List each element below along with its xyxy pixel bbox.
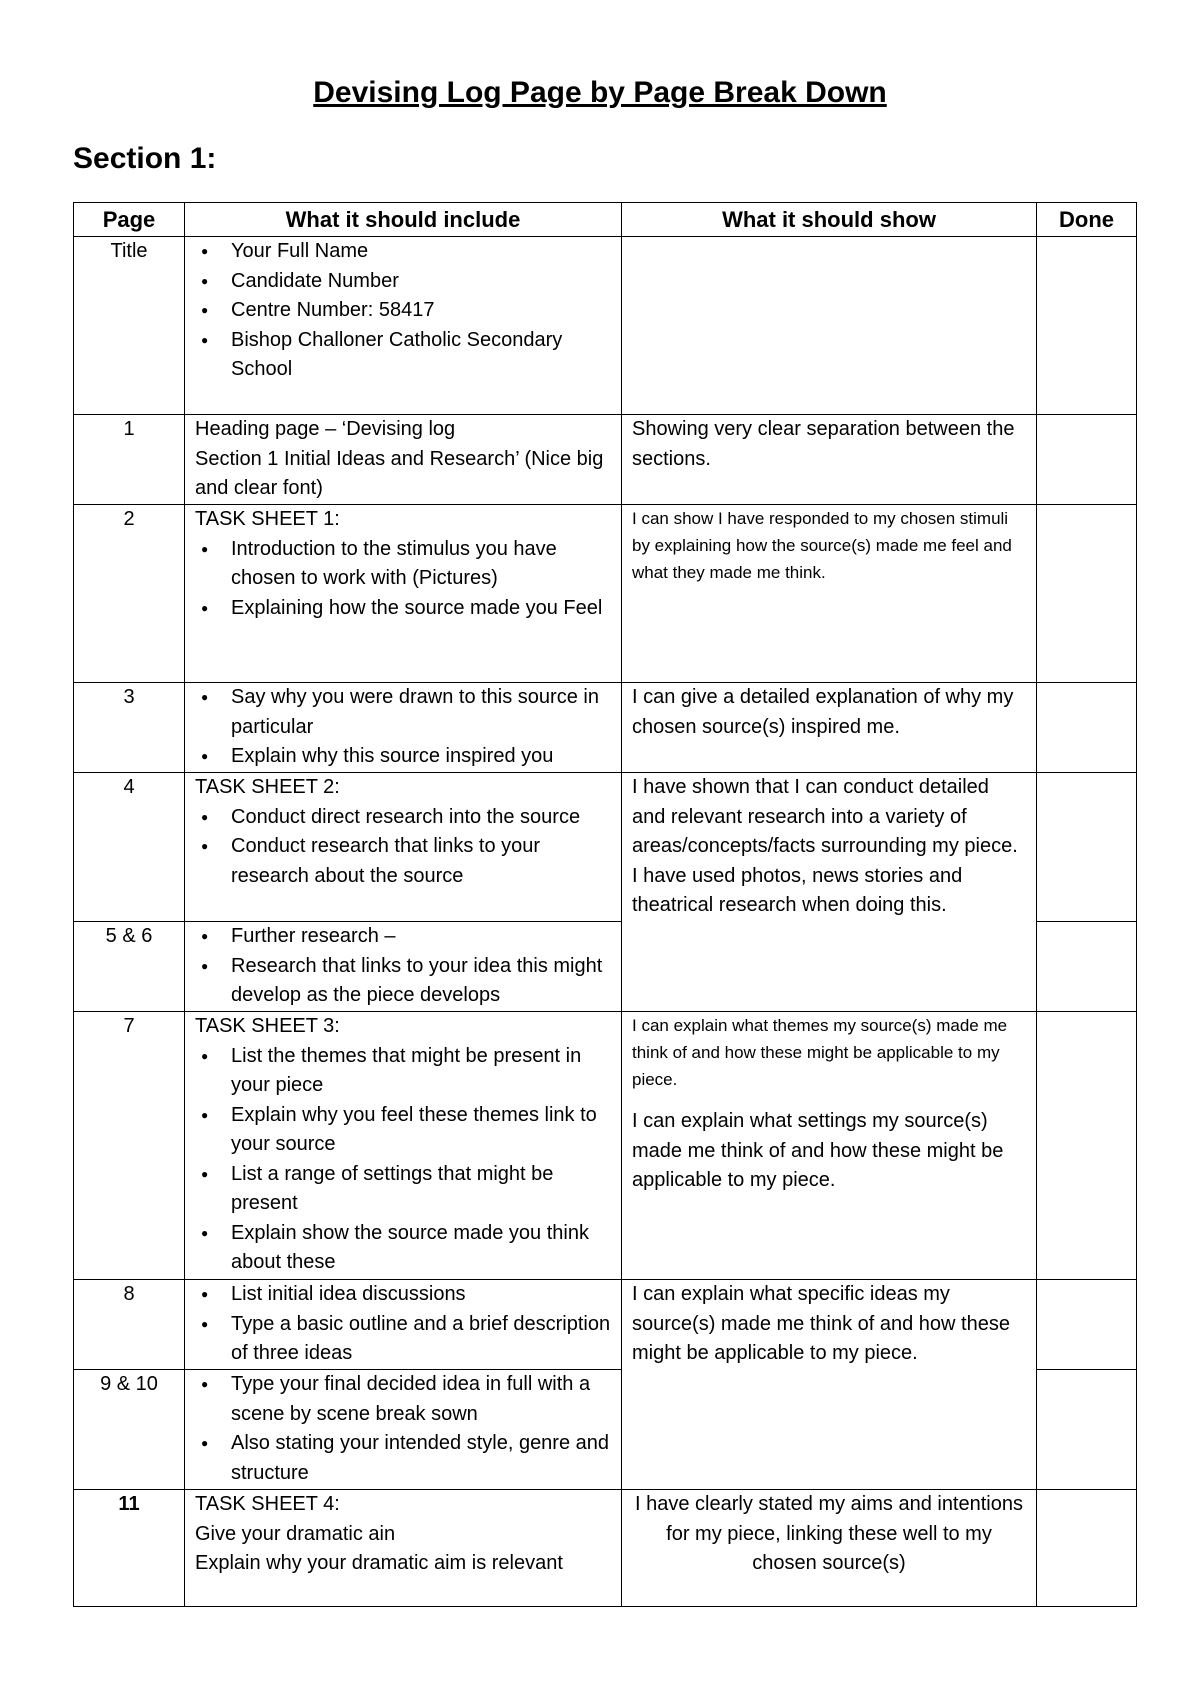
list-item: ● List the themes that might be present in your piece (231, 1042, 611, 1101)
show-cell: I can show I have responded to my chosen stimuli by explaining how the source(s) made me feel and what they made me think. (622, 505, 1037, 683)
page-cell: 8 (74, 1280, 185, 1370)
list-item: ● Explaining how the source made you Feel (231, 594, 611, 624)
page-cell: 9 & 10 (74, 1370, 185, 1490)
table-row (74, 415, 1137, 505)
page-cell: 11 (74, 1490, 185, 1607)
list-item: ● Type a basic outline and a brief description of three ideas (231, 1310, 611, 1369)
include-cell (185, 1370, 622, 1490)
list-item: ● Conduct direct research into the source (231, 803, 611, 833)
include-line: Give your dramatic ain (195, 1522, 396, 1545)
show-cell: I have clearly stated my aims and intentions for my piece, linking these well to my chosen source(s) (622, 1490, 1037, 1607)
header-show: What it should show (622, 203, 1037, 237)
show-cell (622, 237, 1037, 415)
list-item: ● List a range of settings that might be present (231, 1160, 611, 1219)
bullet-list (195, 535, 611, 624)
done-cell (1037, 1280, 1137, 1370)
done-cell (1037, 1490, 1137, 1607)
task-sheet-heading: TASK SHEET 1: (195, 508, 340, 530)
bullet-list (195, 922, 611, 1011)
list-item: ● List initial idea discussions (231, 1280, 611, 1310)
done-cell (1037, 773, 1137, 922)
table-row (74, 237, 1137, 415)
page-cell: 1 (74, 415, 185, 505)
include-cell (185, 1012, 622, 1280)
header-page: Page (74, 203, 185, 237)
show-cell: I can explain what specific ideas my source(s) made me think of and how these might be applicable to my piece. (622, 1280, 1037, 1490)
bullet-list (195, 1280, 611, 1369)
document-title: Devising Log Page by Page Break Down (313, 76, 887, 109)
include-cell (185, 505, 622, 683)
table-row (74, 1012, 1137, 1280)
include-cell (185, 1490, 622, 1607)
bullet-list (195, 803, 611, 892)
list-item: ● Explain why you feel these themes link to your source (231, 1101, 611, 1160)
bullet-list (195, 1370, 611, 1488)
table-row (74, 773, 1137, 922)
header-include: What it should include (185, 203, 622, 237)
done-cell (1037, 237, 1137, 415)
show-settings-text: I can explain what settings my source(s) made me think of and how these might be applicable to my piece. (632, 1110, 1004, 1191)
page-cell: Title (74, 237, 185, 415)
devising-log-table (73, 202, 1137, 1607)
list-item: ● Conduct research that links to your research about the source (231, 832, 611, 891)
done-cell (1037, 415, 1137, 505)
include-line: Explain why your dramatic aim is relevant (195, 1552, 563, 1574)
list-item: ● Bishop Challoner Catholic Secondary School (231, 326, 611, 385)
list-item: ● Candidate Number (231, 267, 611, 297)
table-row (74, 683, 1137, 773)
done-cell (1037, 922, 1137, 1012)
show-themes-text: I can explain what themes my source(s) made me think of and how these might be applicable to my piece. (632, 1016, 1008, 1089)
bullet-list (195, 1042, 611, 1278)
bullet-list (195, 237, 611, 385)
bullet-list (195, 683, 611, 772)
show-cell: I have shown that I can conduct detailed and relevant research into a variety of areas/concepts/facts surrounding my piece. I have used photos, news stories and theatrical research when doing this. (622, 773, 1037, 1012)
table-row (74, 1280, 1137, 1370)
include-line: Section 1 Initial Ideas and Research’ (Nice big and clear font) (195, 447, 604, 499)
list-item: ● Research that links to your idea this might develop as the piece develops (231, 952, 611, 1011)
list-item: ● Your Full Name (231, 237, 611, 267)
task-sheet-heading: TASK SHEET 3: (195, 1015, 340, 1037)
task-sheet-heading: TASK SHEET 2: (195, 776, 340, 798)
list-item: ● Say why you were drawn to this source in particular (231, 683, 611, 742)
show-cell (622, 1012, 1037, 1280)
list-item: ● Further research – (231, 922, 611, 952)
include-cell (185, 237, 622, 415)
page-cell: 7 (74, 1012, 185, 1280)
include-cell (185, 683, 622, 773)
include-cell (185, 1280, 622, 1370)
done-cell (1037, 505, 1137, 683)
list-item: ● Type your final decided idea in full with a scene by scene break sown (231, 1370, 611, 1429)
header-done: Done (1037, 203, 1137, 237)
show-cell: Showing very clear separation between the sections. (622, 415, 1037, 505)
show-cell: I can give a detailed explanation of why my chosen source(s) inspired me. (622, 683, 1037, 773)
task-sheet-heading: TASK SHEET 4: (195, 1493, 340, 1515)
done-cell (1037, 683, 1137, 773)
table-row (74, 1490, 1137, 1607)
table-row (74, 505, 1137, 683)
table-header-row (74, 203, 1137, 237)
section-heading: Section 1: (73, 142, 217, 175)
list-item: ● Introduction to the stimulus you have chosen to work with (Pictures) (231, 535, 611, 594)
list-item: ● Explain show the source made you think about these (231, 1219, 611, 1278)
list-item: ● Centre Number: 58417 (231, 296, 611, 326)
page-cell: 5 & 6 (74, 922, 185, 1012)
page-cell: 2 (74, 505, 185, 683)
spacer (632, 1093, 1026, 1107)
list-item: ● Explain why this source inspired you (231, 742, 611, 772)
include-line: Heading page – ‘Devising log (195, 418, 456, 440)
include-cell (185, 922, 622, 1012)
done-cell (1037, 1370, 1137, 1490)
page-cell: 3 (74, 683, 185, 773)
include-cell (185, 773, 622, 922)
page-cell: 4 (74, 773, 185, 922)
list-item: ● Also stating your intended style, genre and structure (231, 1429, 611, 1488)
done-cell (1037, 1012, 1137, 1280)
include-cell (185, 415, 622, 505)
